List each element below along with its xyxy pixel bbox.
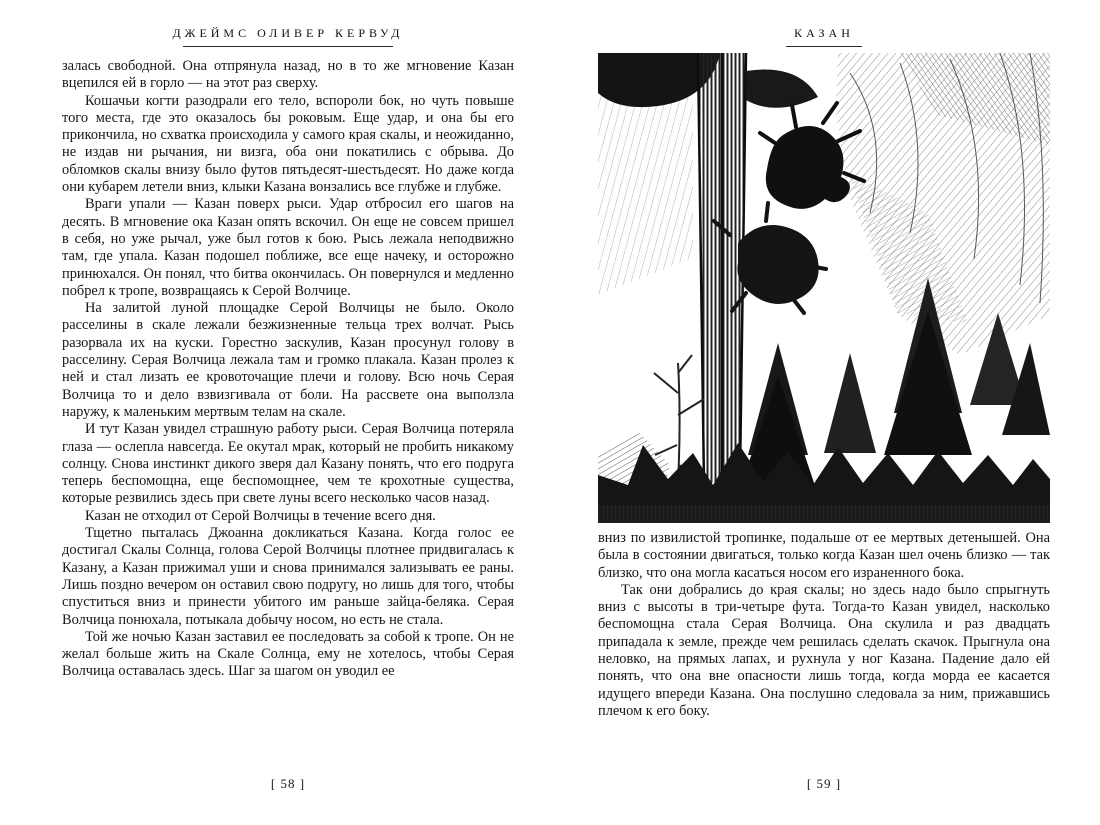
illustration-drawing (598, 53, 1050, 523)
paragraph: Тщетно пыталась Джоанна докликаться Казана. Когда голос ее достигал Скалы Солнца, голова Серой Волчицы плотнее придвигалась к Казану, а Казан прижимал уши и снова принимался зализывать ее раны. Лишь поздно вечером он оставил свою подругу, но лишь для того, чтобы спуститься вниз и принести убитого им раньше зайца-беляка. Серая Волчица понюхала, потыкала добычу носом, но есть не стала. (62, 525, 514, 628)
right-page (598, 26, 1050, 792)
paragraph: Враги упали — Казан поверх рыси. Удар отбросил его шагов на десять. В мгновение ока Казан опять вскочил. Он еще не совсем пришел в себя, но уже рычал, уже был готов к бою. Рысь лежала неподвижно там, где упала. Казан подошел поближе, все еще начеку, и осторожно принюхался. Он понял, что битва окончилась. Он повернулся и медленно побрел к тропе, возвращаясь к Серой Волчице. (62, 196, 514, 299)
paragraph: залась свободной. Она отпрянула назад, но в то же мгновение Казан вцепился ей в горло — на этот раз сверху. (62, 58, 514, 92)
running-header-text: КАЗАН (794, 26, 854, 40)
running-header-left (62, 26, 514, 47)
paragraph: Той же ночью Казан заставил ее последовать за собой к тропе. Он не желал больше жить на Скале Солнца, ему не хотелось, чтобы Серая Волчица оставалась здесь. Шаг за шагом он уводил ее (62, 628, 514, 680)
illustration-falling-animals (598, 53, 1050, 523)
paragraph: Так они добрались до края скалы; но здесь надо было спрыгнуть вниз с высоты в три-четыре фута. Тогда-то Казан увидел, насколько беспомощна стала Серая Волчица. Она скулила и раз двадцать припадала к земле, прежде чем решилась сделать скачок. Прыгнула она неловко, на прямых лапах, и рухнула у ног Казана. Падение дало ей понять, что она вне опасности лишь тогда, когда морда ее касается идущего впереди Казана. Она послушно следовала за ним, прижавшись плечом к его боку. (598, 581, 1050, 719)
running-header-text: ДЖЕЙМС ОЛИВЕР КЕРВУД (172, 26, 404, 40)
paragraph: вниз по извилистой тропинке, подальше от ее мертвых детенышей. Она была в состоянии двигаться, только когда Казан шел очень близко — так близко, что она могла касаться носом его израненного бока. (598, 530, 1050, 581)
page-number-right: [ 59 ] (806, 776, 842, 791)
paragraph: На залитой луной площадке Серой Волчицы не было. Около расселины в скале лежали безжизненные тельца трех волчат. Рысь разорвала их на куски. Горестно заскулив, Казан просунул голову в расселину. Серая Волчица лежала там и громко плакала. Казан пролез к ней и стал лизать ее кровоточащие плечи и голову. Всю ночь Серая Волчица то и дело взвизгивала от боли. На рассвете она выползла наружу, к маленьким мертвым телам на скале. (62, 300, 514, 420)
page-number-left: [ 58 ] (270, 776, 306, 791)
paragraph: Казан не отходил от Серой Волчицы в течение всего дня. (85, 507, 436, 524)
paragraph: Кошачьи когти разодрали его тело, вспороли бок, но чуть повыше того места, где это оказалось бы роковым. Еще удар, и она бы его прикончила, но схватка происходила у самого края скалы, и неожиданно, не издав ни рычания, ни визга, оба они покатились с обрыва. До обломков скалы внизу было футов пятьдесят-шестьдесят. Но даже когда они кубарем летели вниз, клыки Казана вонзались все глубже и глубже. (62, 92, 514, 196)
header-rule (786, 46, 862, 47)
text-column-left (62, 58, 514, 681)
header-rule (183, 46, 393, 47)
running-header-right (598, 26, 1050, 47)
paragraph: И тут Казан увидел страшную работу рыси. Серая Волчица потеряла глаза — ослепла навсегда. Ее окутал мрак, который не пробить никакому солнцу. Снова инстинкт дикого зверя дал Казану понять, что его подруга теперь беспомощна, еще беспомощнее, чем те крохотные существа, которые резвились здесь при свете луны всего несколько часов назад. (62, 421, 514, 507)
text-column-right (598, 530, 1050, 720)
left-page (62, 26, 514, 792)
